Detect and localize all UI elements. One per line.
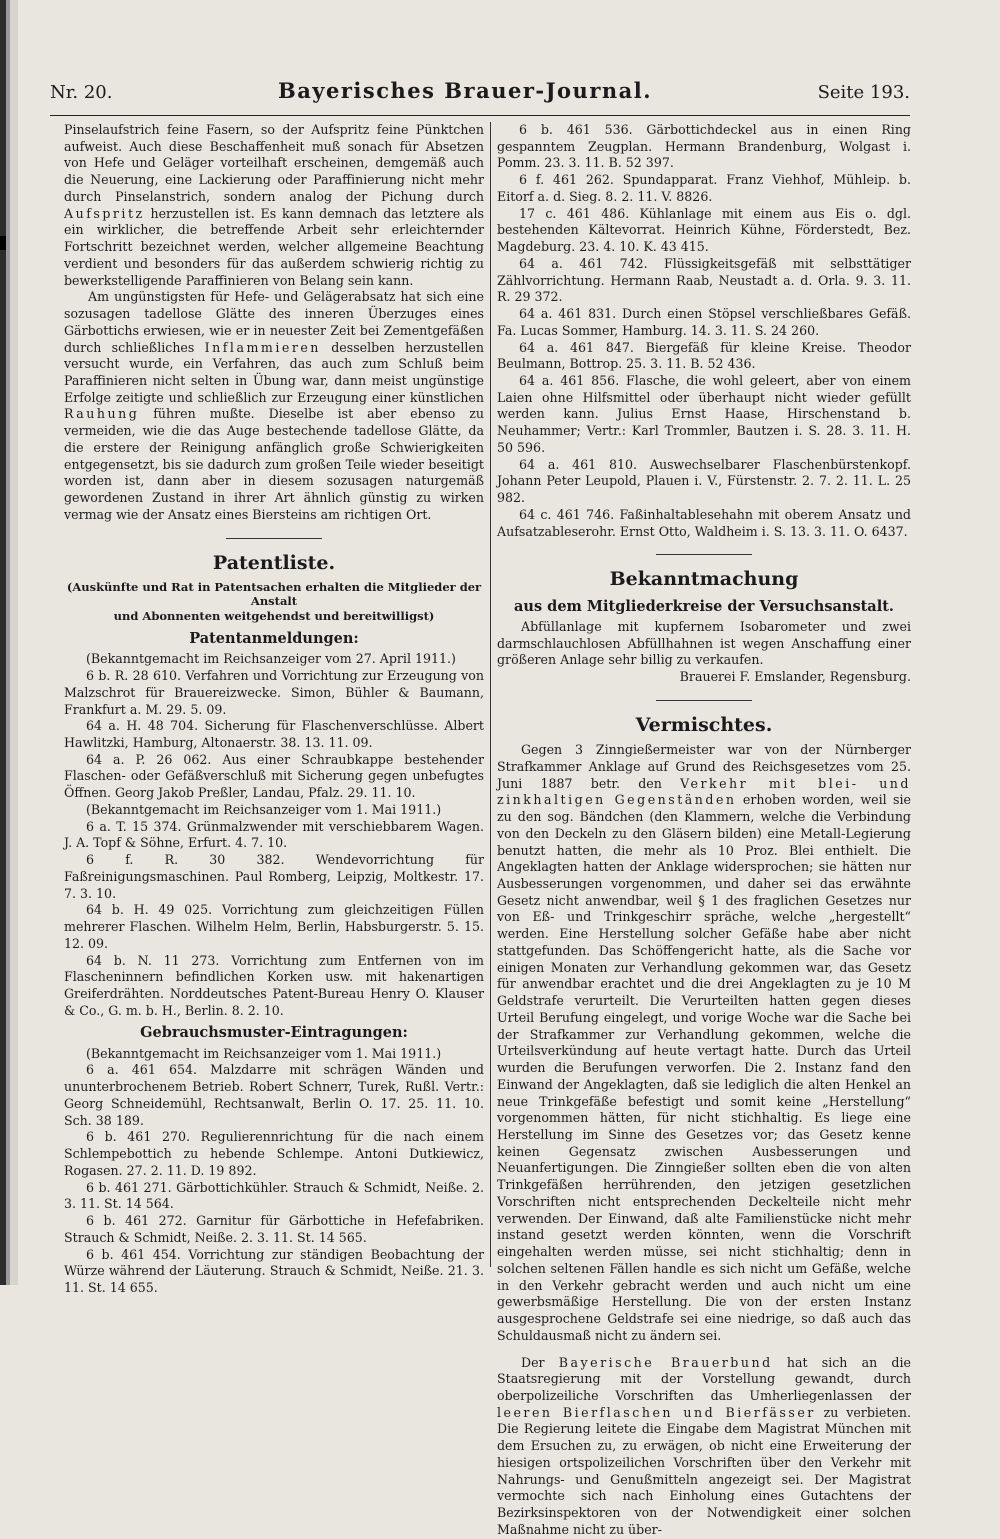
page-header xyxy=(50,78,910,112)
patent-entry: 64 a. 461 742. Flüssigkeitsgefäß mit selbsttätiger Zählvorrichtung. Hermann Raab, Neustadt a. d. Orla. 9. 3. 11. R. 29 372. xyxy=(497,255,911,305)
patent-entry: 64 a. P. 26 062. Aus einer Schraubkappe bestehender Flaschen- oder Gefäßverschluß mit Sicherung gegen unbefugtes Öffnen. Georg Jakob Preßler, Landau, Pfalz. 29. 11. 10. xyxy=(64,751,484,801)
publication-notice: (Bekanntgemacht im Reichsanzeiger vom 27. April 1911.) xyxy=(86,651,456,667)
article-paragraph xyxy=(497,742,911,1344)
text-run: Am ungünstigsten für Hefe- und Gelägerabsatz hat sich eine sozusagen tadellose Glätte des inneren Überzuges eines Gärbottichs erwiesen, wie er in neuester Zeit bei Zementgefäßen durch schließliches xyxy=(64,289,484,355)
text-run: herzustellen ist. Es kann demnach das letztere als ein wirklicher, die betreffende Arbeit sehr erleichternder Fortschritt bezeichnet werden, welcher allgemeine Beachtung verdient und besonders für das außerdem schwierig richtig zu bewerkstelligende Paraffinieren von Belang sein kann. xyxy=(64,205,484,288)
journal-page xyxy=(50,78,918,1537)
section-rule xyxy=(226,538,322,539)
issue-number: Nr. 20. xyxy=(50,82,113,103)
patent-entry: 6 b. R. 28 610. Verfahren und Vorrichtung zur Erzeugung von Malzschrot für Brauereizwecke. Simon, Bühler & Baumann, Frankfurt a. M. 29. 5. 09. xyxy=(64,668,484,717)
patent-entry: 64 a. 461 847. Biergefäß für kleine Kreise. Theodor Beulmann, Bottrop. 25. 3. 11. B. 52 436. xyxy=(497,339,911,372)
bekanntmachung-subtitle: aus dem Mitgliederkreise der Versuchsanstalt. xyxy=(514,597,894,615)
subheading-gebrauchsmuster: Gebrauchsmuster-Eintragungen: xyxy=(140,1024,408,1042)
spaced-term: leeren Bierflaschen und Bierfässer xyxy=(497,1404,816,1420)
patent-list xyxy=(64,1062,484,1296)
text-run: desselben herzustellen versucht wurde, ein Verfahren, das auch zum Schluß beim Paraffinieren nicht selten in Übung war, dann meist ungünstige Erfolge zeitigte und schließlich zur Erzeugung einer künstlichen xyxy=(64,339,484,405)
spaced-term: Verkehr mit blei- und zinkhaltigen Gegenständen xyxy=(497,775,911,808)
patent-entry: 17 c. 461 486. Kühlanlage mit einem aus Eis o. dgl. bestehenden Kältevorrat. Heinrich Kühne, Förderstedt, Bez. Magdeburg. 23. 4. 10. K. 43 415. xyxy=(497,205,911,255)
text-run: führen mußte. Dieselbe ist aber ebenso zu vermeiden, wie die das Auge bestechende tadellose Glätte, da die erstere der Reinigung anfänglich große Schwierigkeiten entgegensetzt, bis sie dadurch zum großen Teile wieder beseitigt worden ist, dann aber in diesem sozusagen naturgemäß gewordenen Zustand in ihrer Art ähnlich günstig zu wirken vermag wie der Ansatz eines Biersteins am richtigen Ort. xyxy=(64,406,484,522)
patent-entry: 6 b. 461 270. Regulierennrichtung für die nach einem Schlempebottich zu hebende Schlempe. Antoni Dutkiewicz, Rogasen. 27. 2. 11. D. 19 892. xyxy=(64,1129,484,1178)
patent-entry: 6 b. 461 272. Garnitur für Gärbottiche in Hefefabriken. Strauch & Schmidt, Neiße. 2. 3. 11. St. 14 565. xyxy=(64,1213,484,1245)
patent-note-line: (Auskünfte und Rat in Patentsachen erhalten die Mitglieder der Anstalt xyxy=(66,579,482,609)
patent-list xyxy=(497,122,911,540)
patent-entry: 64 b. N. 11 273. Vorrichtung zum Entfernen von im Flascheninnern befindlichen Korken usw. mit hakenartigen Greiferdrähten. Norddeutsches Patent-Bureau Henry O. Klauser & Co., G. m. b. H., Berlin. 8. 2. 10. xyxy=(64,952,484,1018)
patent-entry: 6 a. 461 654. Malzdarre mit schrägen Wänden und ununterbrochenem Betrieb. Robert Schnerr, Turek, Rußl. Vertr.: Georg Schneidemühl, Rechtsanwalt, Berlin O. 17. 25. 11. 10. Sch. 38 189. xyxy=(64,1062,484,1128)
text-run: erhoben worden, weil sie zu den sog. Bändchen (den Klammern, welche die Verbindung von den Deckeln zu den Gläsern bilden) eine Metall-Legierung benutzt hatten, die mehr als 10 Proz. Blei enthielt. Die Angeklagten hatten der Anklage widersprochen; sie hätten nur Ausbesserungen vorgenommen, und daher sei das erwähnte Gesetz nicht anwendbar, weil § 1 des fraglichen Gesetzes nur von Eß- und Trinkgeschirr spräche, welche „hergestellt“ werden. Eine Herstellung solcher Gefäße habe aber nicht stattgefunden. Das Schöffengericht hatte, als die Sache vor einigen Monaten zur Verhandlung gekommen war, das Gesetz für anwendbar erachtet und die drei Angeklagten zu je 10 M Geldstrafe verurteilt. Die Verurteilten hatten gegen dieses Urteil Berufung eingelegt, und vorige Woche war die Sache bei der Strafkammer zur Verhandlung gekommen, welche die Urteilsverkündung auf heute vertagt hatte. Durch das Urteil wurden die Berufungen verworfen. Die 2. Instanz fand den Einwand der Angeklagten, daß sie lediglich die alten Henkel an neue Trinkgefäße befestigt und somit keine „Herstellung“ vorgenommen hätten, für nicht stichhaltig. Es liege eine Herstellung im Sinne des Gesetzes vor; das Gesetz kenne keinen Gegensatz zwischen Ausbesserungen und Neuanfertigungen. Die Zinngießer sollten eben die von alten Trinkgefäßen herrührenden, den jetzigen gesetzlichen Vorschriften nicht entsprechenden Deckelteile nicht mehr verwenden. Der Einwand, daß alte Familienstücke nicht mehr instand gesetzt werden könnten, wenn die Vorschrift eingehalten werden müsse, sei nicht stichhaltig; denn in solchen seltenen Fällen handle es sich nicht um Gefäße, welche in den Verkehr gebracht werden und auch nicht um eine gewerbsmäßige Herstellung. Die von der ersten Instanz ausgesprochene Geldstrafe sei eine niedrige, so daß auch das Schuldausmaß nicht zu ändern sei. xyxy=(497,792,911,1343)
text-run: Der xyxy=(521,1354,545,1370)
patent-entry: 6 f. R. 30 382. Wendevorrichtung für Faßreinigungsmaschinen. Paul Romberg, Leipzig, Moltkestr. 17. 7. 3. 10. xyxy=(64,852,484,901)
spaced-term: Aufspritz xyxy=(64,205,145,221)
article-paragraph xyxy=(64,289,484,523)
text-run: zu verbieten. Die Regierung leitete die Eingabe dem Magistrat München mit dem Ersuchen zu, zu erwägen, ob nicht eine Erweiterung der hiesigen ortspolizeilichen Vorschriften über den Verkehr mit Nahrungs- und Genußmitteln angezeigt sei. Der Magistrat vermochte sich nach Einholung eines Gutachtens der Bezirksinspektoren von der Notwendigkeit einer solchen Maßnahme nicht zu über- xyxy=(497,1404,911,1537)
publication-notice: (Bekanntgemacht im Reichsanzeiger vom 1. Mai 1911.) xyxy=(86,1045,442,1061)
gutter-mark xyxy=(0,236,6,250)
patent-entry: 6 b. 461 271. Gärbottichkühler. Strauch & Schmidt, Neiße. 2. 3. 11. St. 14 564. xyxy=(64,1179,484,1212)
patent-entry: 64 a. 461 831. Durch einen Stöpsel verschließbares Gefäß. Fa. Lucas Sommer, Hamburg. 14. 3. 11. S. 24 260. xyxy=(497,306,911,338)
patent-entry: 64 c. 461 746. Faßinhaltablesehahn mit oberem Ansatz und Aufsatzableserohr. Ernst Otto, Waldheim i. S. 13. 3. 11. O. 6437. xyxy=(497,506,911,539)
binding-gutter xyxy=(0,0,18,1285)
right-column xyxy=(497,122,911,1537)
patent-entry: 64 a. H. 48 704. Sicherung für Flaschenverschlüsse. Albert Hawlitzki, Hamburg, Altonaerstr. 38. 13. 11. 09. xyxy=(64,718,484,750)
notice-signature: Brauerei F. Emslander, Regensburg. xyxy=(679,669,911,685)
patent-entry: 64 a. 461 810. Auswechselbarer Flaschenbürstenkopf. Johann Peter Leupold, Plauen i. V., Fürstenstr. 2. 7. 2. 11. L. 25 982. xyxy=(497,456,911,506)
spaced-term: Inflammieren xyxy=(204,339,321,355)
patent-list xyxy=(64,668,484,802)
journal-title: Bayerisches Brauer-Journal. xyxy=(277,78,653,103)
section-rule xyxy=(656,700,752,701)
subheading-patentanmeldungen: Patentanmeldungen: xyxy=(189,630,359,648)
patent-entry: 64 b. H. 49 025. Vorrichtung zum gleichzeitigen Füllen mehrerer Flaschen. Wilhelm Helm, Berlin, Habsburgerstr. 5. 15. 12. 09. xyxy=(64,902,484,951)
column-divider xyxy=(490,122,491,1267)
patent-entry: 6 f. 461 262. Spundapparat. Franz Viehhof, Mühleip. b. Eitorf a. d. Sieg. 8. 2. 11. V. 8826. xyxy=(497,172,911,204)
page-number: Seite 193. xyxy=(817,82,910,103)
section-heading-vermischtes: Vermischtes. xyxy=(635,713,773,736)
patent-entry: 64 a. 461 856. Flasche, die wohl geleert, aber von einem Laien ohne Hilfsmittel oder überhaupt nicht wieder gefüllt werden kann. Julius Ernst Haase, Hirschenstand b. Neuhammer; Vertr.: Karl Trommler, Bautzen i. S. 28. 3. 11. H. 50 596. xyxy=(497,373,911,455)
patent-entry: 6 a. T. 15 374. Grünmalzwender mit verschiebbarem Wagen. J. A. Topf & Söhne, Erfurt. 4. 7. 10. xyxy=(64,818,484,851)
article-paragraph xyxy=(497,1355,911,1539)
article-paragraph xyxy=(64,122,484,289)
header-rule xyxy=(50,115,910,116)
spaced-term: Bayerische Brauerbund xyxy=(558,1354,773,1370)
notice-text: Abfüllanlage mit kupfernem Isobarometer und zwei darmschlauchlosen Abfüllhahnen ist wegen Anschaffung einer größeren Anlage sehr billig zu verkaufen. xyxy=(497,618,911,668)
patent-entry: 6 b. 461 454. Vorrichtung zur ständigen Beobachtung der Würze während der Läuterung. Strauch & Schmidt, Neiße. 21. 3. 11. St. 14 655. xyxy=(64,1246,484,1296)
left-column xyxy=(64,122,484,1296)
patent-list xyxy=(64,819,484,1020)
text-run: Pinselaufstrich feine Fasern, so der Aufspritz feine Pünktchen aufweist. Auch diese Beschaffenheit muß sonach für Absetzen von Hefe und Geläger vorteilhaft erscheinen, demgemäß auch die Neuerung, eine Lackierung oder Paraffinierung nicht mehr durch Pinselanstrich, sondern analog der Pichung durch xyxy=(64,122,484,204)
section-heading-patentliste: Patentliste. xyxy=(212,551,336,574)
spaced-term: Rauhung xyxy=(64,406,140,422)
section-rule xyxy=(656,554,752,555)
patent-note-line: und Abonnenten weitgehendst und bereitwilligst) xyxy=(113,608,435,623)
publication-notice: (Bekanntgemacht im Reichsanzeiger vom 1. Mai 1911.) xyxy=(86,801,442,817)
text-run: Gegen 3 Zinngießermeister war von der Nürnberger Strafkammer Anklage auf Grund des Reichsgesetzes vom 25. Juni 1887 betr. den xyxy=(497,742,911,791)
section-heading-bekanntmachung: Bekanntmachung xyxy=(609,568,799,591)
patent-entry: 6 b. 461 536. Gärbottichdeckel aus in einen Ring gespanntem Zeugplan. Hermann Brandenburg, Wolgast i. Pomm. 23. 3. 11. B. 52 397. xyxy=(497,122,911,171)
patent-note xyxy=(64,580,484,623)
text-run: hat sich an die Staatsregierung mit der Vorstellung gewandt, durch oberpolizeiliche Vorschriften das Umherliegenlassen der xyxy=(497,1354,911,1404)
